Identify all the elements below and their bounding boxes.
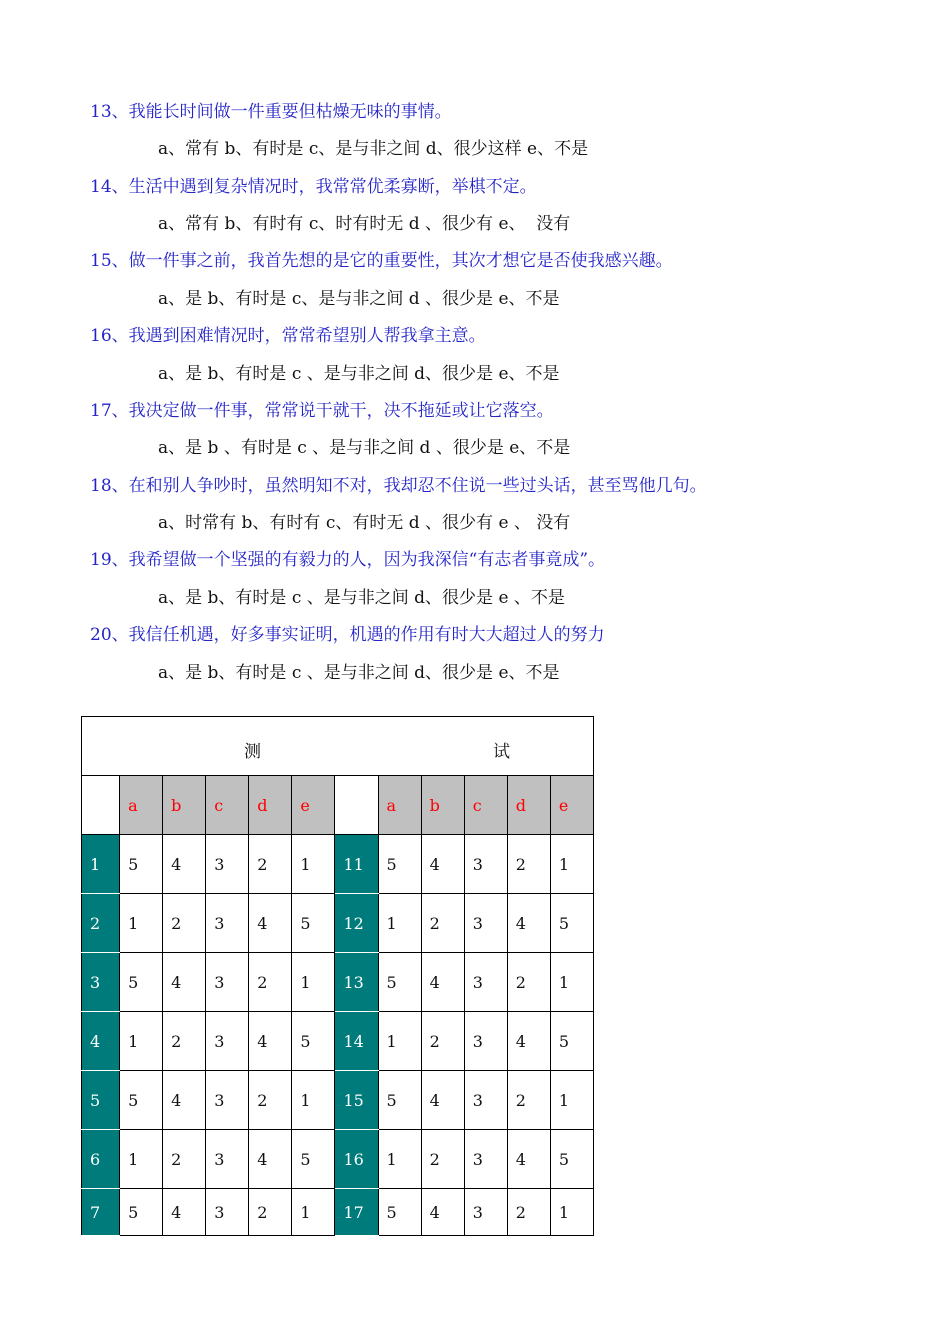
table-row [82, 953, 594, 1012]
question-17: 17、我决定做一件事，常常说干就干，决不拖延或让它落空。 [90, 401, 554, 421]
score-cell: 4 [163, 953, 206, 1012]
options-15: a、是 b、有时是 c、是与非之间 d 、很少是 e、不是 [158, 289, 560, 309]
score-cell: 2 [249, 1189, 292, 1236]
score-cell: 1 [550, 953, 593, 1012]
score-cell: 2 [163, 894, 206, 953]
score-cell: 5 [292, 1130, 335, 1189]
header-cell: e [292, 776, 335, 835]
score-cell: 1 [120, 894, 163, 953]
question-19: 19、我希望做一个坚强的有毅力的人，因为我深信“有志者事竟成”。 [90, 550, 606, 570]
score-cell: 2 [507, 1189, 550, 1236]
question-number-cell: 7 [82, 1189, 120, 1236]
options-20: a、是 b、有时是 c 、是与非之间 d、很少是 e、不是 [158, 663, 560, 683]
score-cell: 3 [464, 835, 507, 894]
score-cell: 5 [378, 1189, 421, 1236]
score-cell: 4 [507, 1130, 550, 1189]
options-13: a、常有 b、有时是 c、是与非之间 d、很少这样 e、不是 [158, 139, 589, 159]
header-cell: d [507, 776, 550, 835]
question-number-cell: 2 [82, 894, 120, 953]
score-cell: 3 [206, 1130, 249, 1189]
score-cell: 5 [550, 1130, 593, 1189]
header-cell: a [120, 776, 163, 835]
question-number-cell: 6 [82, 1130, 120, 1189]
question-16: 16、我遇到困难情况时，常常希望别人帮我拿主意。 [90, 326, 486, 346]
table-title [82, 717, 594, 776]
score-cell: 4 [163, 835, 206, 894]
score-cell: 3 [464, 953, 507, 1012]
score-cell: 2 [163, 1012, 206, 1071]
score-cell: 1 [120, 1130, 163, 1189]
question-18: 18、在和别人争吵时，虽然明知不对，我却忍不住说一些过头话，甚至骂他几句。 [90, 476, 707, 496]
score-cell: 2 [507, 835, 550, 894]
score-cell: 4 [249, 1130, 292, 1189]
score-cell: 1 [292, 1189, 335, 1236]
score-cell: 5 [120, 1071, 163, 1130]
table-title-right: 试 [493, 742, 510, 762]
score-cell: 5 [120, 835, 163, 894]
question-20: 20、我信任机遇，好多事实证明，机遇的作用有时大大超过人的努力 [90, 625, 605, 645]
question-number-cell: 16 [335, 1130, 378, 1189]
score-cell: 5 [550, 1012, 593, 1071]
score-cell: 5 [550, 894, 593, 953]
header-cell: c [206, 776, 249, 835]
table-row [82, 1130, 594, 1189]
score-cell: 2 [249, 835, 292, 894]
score-cell: 5 [120, 953, 163, 1012]
question-15: 15、做一件事之前，我首先想的是它的重要性，其次才想它是否使我感兴趣。 [90, 251, 673, 271]
score-cell: 2 [507, 1071, 550, 1130]
score-cell: 1 [378, 1012, 421, 1071]
score-cell: 4 [507, 1012, 550, 1071]
score-cell: 5 [292, 1012, 335, 1071]
question-number-cell: 1 [82, 835, 120, 894]
score-cell: 1 [378, 1130, 421, 1189]
score-cell: 2 [507, 953, 550, 1012]
score-cell: 1 [550, 1189, 593, 1236]
header-blank-cell [82, 776, 120, 835]
options-18: a、时常有 b、有时有 c、有时无 d 、很少有 e 、 没有 [158, 513, 571, 533]
score-cell: 2 [421, 894, 464, 953]
score-cell: 5 [378, 953, 421, 1012]
score-cell: 3 [206, 953, 249, 1012]
header-cell: d [249, 776, 292, 835]
question-number-cell: 14 [335, 1012, 378, 1071]
header-blank-cell [335, 776, 378, 835]
score-cell: 3 [464, 1189, 507, 1236]
header-cell: b [163, 776, 206, 835]
score-cell: 2 [249, 1071, 292, 1130]
table-title-left: 测 [244, 742, 261, 762]
header-cell: e [550, 776, 593, 835]
score-cell: 1 [292, 1071, 335, 1130]
score-cell: 3 [464, 1071, 507, 1130]
header-cell: c [464, 776, 507, 835]
question-number-cell: 3 [82, 953, 120, 1012]
score-cell: 2 [249, 953, 292, 1012]
question-14: 14、生活中遇到复杂情况时，我常常优柔寡断，举棋不定。 [90, 177, 537, 197]
score-cell: 3 [206, 835, 249, 894]
options-14: a、常有 b、有时有 c、时有时无 d 、很少有 e、 没有 [158, 214, 571, 234]
score-cell: 4 [507, 894, 550, 953]
score-cell: 4 [421, 835, 464, 894]
score-cell: 1 [550, 835, 593, 894]
table-header-row [82, 776, 594, 835]
table-row [82, 1071, 594, 1130]
options-17: a、是 b 、有时是 c 、是与非之间 d 、很少是 e、不是 [158, 438, 571, 458]
scoring-table [81, 716, 594, 1236]
score-cell: 4 [249, 1012, 292, 1071]
score-cell: 1 [550, 1071, 593, 1130]
score-cell: 4 [421, 1189, 464, 1236]
table-row [82, 835, 594, 894]
question-number-cell: 11 [335, 835, 378, 894]
score-cell: 3 [464, 1012, 507, 1071]
score-cell: 3 [206, 894, 249, 953]
score-cell: 5 [292, 894, 335, 953]
score-cell: 4 [421, 1071, 464, 1130]
options-16: a、是 b、有时是 c 、是与非之间 d、很少是 e、不是 [158, 364, 560, 384]
score-cell: 5 [120, 1189, 163, 1236]
score-cell: 5 [378, 835, 421, 894]
score-cell: 4 [421, 953, 464, 1012]
score-cell: 2 [421, 1012, 464, 1071]
score-cell: 3 [206, 1012, 249, 1071]
header-cell: a [378, 776, 421, 835]
question-number-cell: 12 [335, 894, 378, 953]
table-row [82, 1189, 594, 1236]
score-cell: 4 [163, 1189, 206, 1236]
score-cell: 2 [163, 1130, 206, 1189]
score-cell: 1 [378, 894, 421, 953]
score-cell: 1 [120, 1012, 163, 1071]
score-cell: 2 [421, 1130, 464, 1189]
score-cell: 1 [292, 953, 335, 1012]
question-number-cell: 15 [335, 1071, 378, 1130]
score-cell: 1 [292, 835, 335, 894]
score-cell: 3 [206, 1071, 249, 1130]
question-number-cell: 17 [335, 1189, 378, 1236]
score-cell: 5 [378, 1071, 421, 1130]
score-cell: 3 [206, 1189, 249, 1236]
question-number-cell: 5 [82, 1071, 120, 1130]
table-body [82, 835, 594, 1236]
score-cell: 3 [464, 894, 507, 953]
question-number-cell: 4 [82, 1012, 120, 1071]
table-row [82, 1012, 594, 1071]
header-cell: b [421, 776, 464, 835]
score-cell: 4 [249, 894, 292, 953]
options-19: a、是 b、有时是 c 、是与非之间 d、很少是 e 、不是 [158, 588, 565, 608]
score-cell: 3 [464, 1130, 507, 1189]
table-row [82, 894, 594, 953]
question-13: 13、我能长时间做一件重要但枯燥无味的事情。 [90, 102, 452, 122]
question-number-cell: 13 [335, 953, 378, 1012]
score-cell: 4 [163, 1071, 206, 1130]
